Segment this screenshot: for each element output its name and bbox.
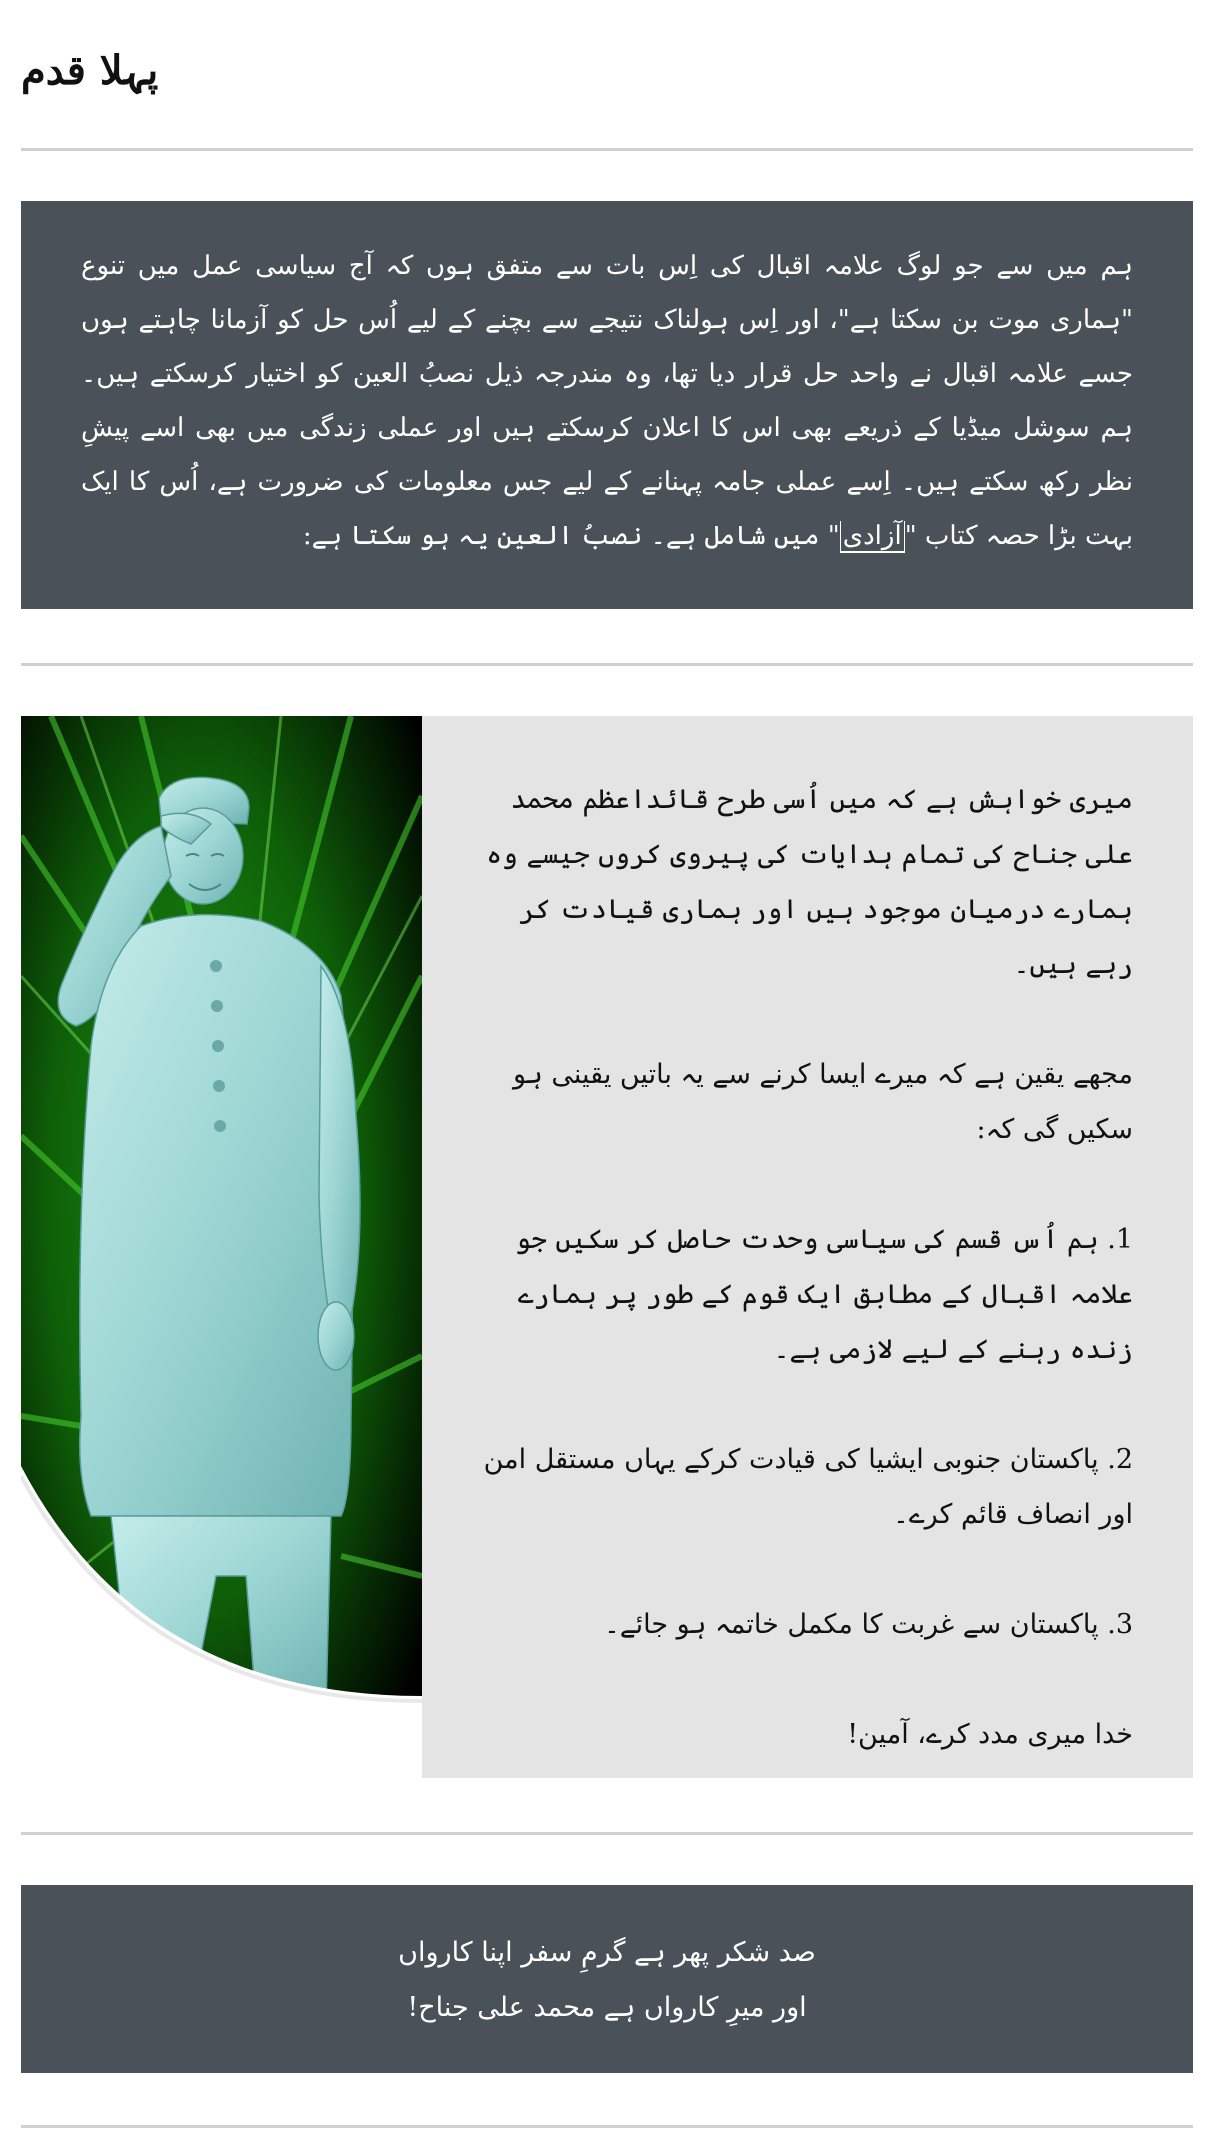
azadi-book-link[interactable]: آزادی (840, 521, 905, 553)
pledge-item-2: 2. پاکستان جنوبی ایشیا کی قیادت کرکے یہاں مستقل امن اور انصاف قائم کرے۔ (483, 1444, 1133, 1530)
pledge-item-1: 1. ہم اُس قسم کی سیاسی وحدت حاصل کر سکیں جو علامہ اقبال کے مطابق ایک قوم کے طور پر ہمارے زندہ رہنے کے لیے لازمی ہے۔ (515, 1224, 1133, 1365)
intro-text: ہم میں سے جو لوگ علامہ اقبال کی اِس بات سے متفق ہوں کہ آج سیاسی عمل میں تنوع "ہماری موت بن سکتا ہے"، اور اِس ہولناک نتیجے سے بچنے کے لیے اُس حل کو آزمانا چاہتے ہوں جسے علامہ اقبال نے واحد حل قرار دیا تھا، وہ مندرجہ ذیل نصبُ العین کو اختیار کرسکتے ہیں۔ ہم سوشل میڈیا کے ذریعے بھی اس کا اعلان کرسکتے ہیں اور عملی زندگی میں بھی اسے پیشِ نظر رکھ سکتے ہیں۔ اِسے عملی جامہ پہنانے کے لیے جس معلومات کی ضرورت ہے، اُس کا ایک بہت بڑا حصہ کتاب " (81, 251, 1133, 551)
page-title: پہلا قدم (21, 46, 159, 94)
statue-illustration (21, 716, 422, 1778)
quaid-statue-image (21, 716, 422, 1778)
pledge-prayer: خدا میری مدد کرے، آمین! (847, 1719, 1133, 1750)
verse-line-1: صد شکر پھر ہے گرمِ سفر اپنا کارواں (398, 1937, 816, 1968)
pledge-belief: مجھے یقین ہے کہ میرے ایسا کرنے سے یہ باتیں یقینی ہو سکیں گی کہ: (513, 1059, 1133, 1145)
intro-text-end: " میں شامل ہے۔ نصبُ العین یہ ہو سکتا ہے: (302, 521, 840, 551)
lower-divider (21, 1832, 1193, 1835)
header (21, 0, 1193, 148)
pledge-section (21, 716, 1193, 1778)
middle-divider (21, 663, 1193, 666)
pledge-item-3: 3. پاکستان سے غربت کا مکمل خاتمہ ہو جائے۔ (603, 1609, 1133, 1640)
closing-verse-box (21, 1885, 1193, 2073)
intro-box (21, 201, 1193, 609)
verse-line-2: اور میرِ کارواں ہے محمد علی جناح! (407, 1992, 807, 2023)
top-divider (21, 148, 1193, 151)
pledge-intro: میری خواہش ہے کہ میں اُسی طرح قائداعظم محمد علی جناح کی تمام ہدایات کی پیروی کروں جیسے وہ ہمارے درمیان موجود ہیں اور ہماری قیادت کر رہے ہیں۔ (486, 784, 1133, 980)
bottom-divider (21, 2125, 1193, 2128)
pledge-content (422, 716, 1193, 1778)
